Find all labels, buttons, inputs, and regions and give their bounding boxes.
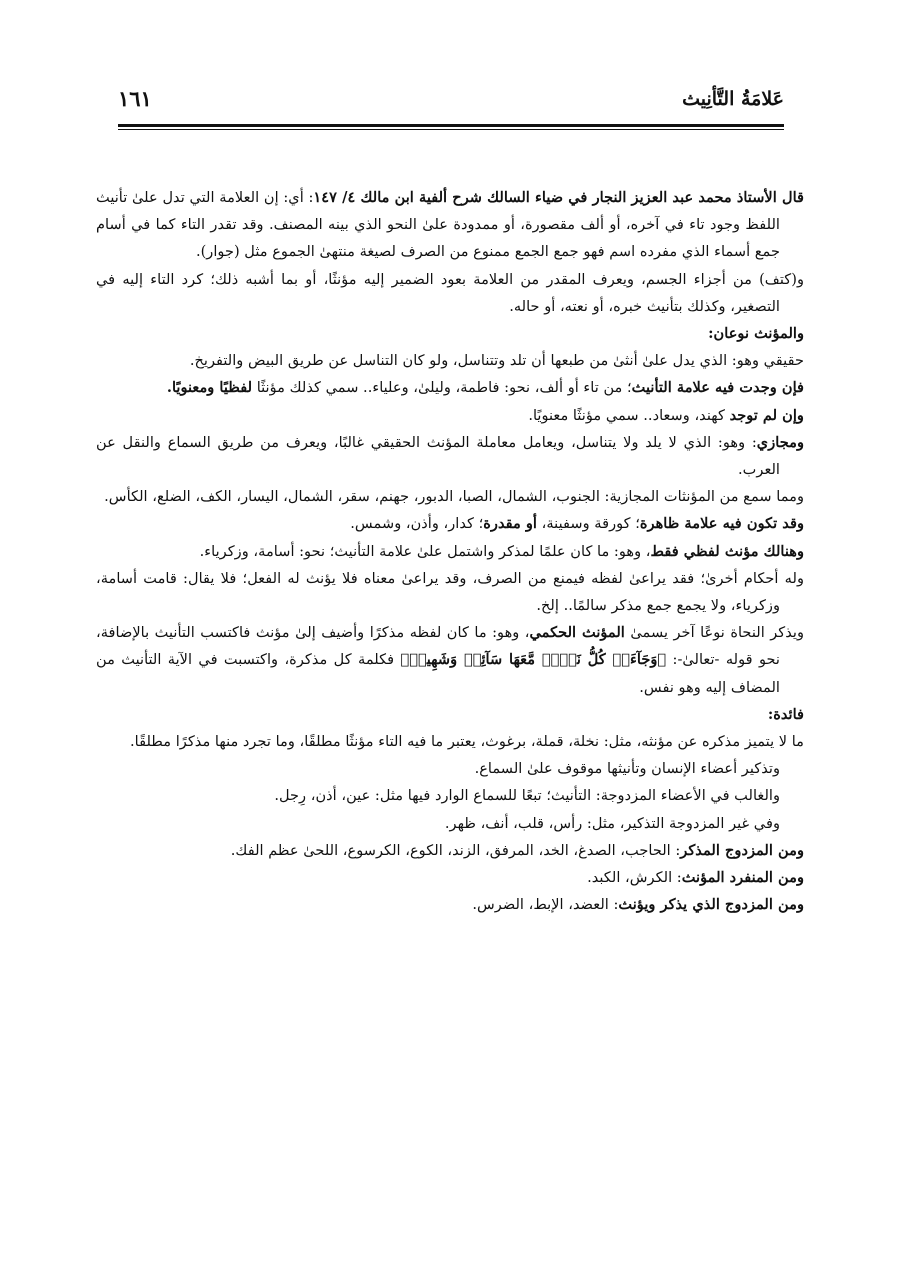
header-rule-thin bbox=[118, 129, 784, 130]
paragraph-other-rules: وله أحكام أخرىٰ؛ فقد يراعىٰ لفظه فيمنع من الصرف، وقد يراعىٰ معناه فلا يؤنث له الفعل؛ فلا يقال: قامت أسامة، وزكرياء، ولا يجمع جمع مذكر سالمًا.. إلخ. bbox=[96, 569, 804, 615]
paragraph-kataf: و(كتف) من أجزاء الجسم، ويعرف المقدر من العلامة بعود الضمير إليه مؤنثًا، أو بما أشبه ذلك؛ كرد التاء إليه في التصغير، وكذلك بتأنيث خبره، أو نعته، أو حاله. bbox=[96, 270, 804, 315]
paragraph-single-fem: ومن المنفرد المؤنث: الكرش، الكبد. bbox=[587, 869, 804, 887]
paragraph-paired-masc: ومن المزدوج المذكر: الحاجب، الصدغ، الخد، المرفق، الزند، الكوع، الكرسوع، اللحىٰ عظم الفك. bbox=[230, 841, 804, 859]
paragraph-source: قال الأستاذ محمد عبد العزيز النجار في ضياء السالك شرح ألفية ابن مالك ٤/ ١٤٧: أي: إن العلامة التي تدل علىٰ تأنيث اللفظ وجود تاء في آخره، أو ألف مقصورة، أو ممدودة علىٰ النحو الذي بينه المصنف. وقد تقدر التاء كما في أسام جمع أسماء الذي مفرده اسم فهو جمع الجمع ممنوع من الصرف لصيغة منتهىٰ الجموع مثل (جوار). bbox=[96, 189, 804, 261]
paragraph-indistinct: ما لا يتميز مذكره عن مؤنثه، مثل: نخلة، قملة، برغوث، يعتبر ما فيه التاء مؤنثًا مطلقًا، وما تجرد منها مذكرًا مطلقًا. bbox=[130, 733, 804, 751]
paragraph-sign-not-found: وإن لم توجد كهند، وسعاد.. سمي مؤنثًا معنويًا. bbox=[528, 406, 804, 424]
running-title: عَلامَةُ التَّأنِيث bbox=[682, 88, 784, 110]
paragraph-verbal-only: وهنالك مؤنث لفظي فقط، وهو: ما كان علمًا لمذكر واشتمل علىٰ علامة التأنيث؛ نحو: أسامة، وزكرياء. bbox=[199, 542, 804, 560]
paragraph-figurative: ومجازي: وهو: الذي لا يلد ولا يتناسل، ويعامل معاملة المؤنث الحقيقي غالبًا، ويعرف من طريق السماع والنقل عن العرب. bbox=[96, 433, 804, 479]
quran-verse: ﴿وَجَآءَتۡ كُلُّ نَفۡسٖ مَّعَهَا سَآئِقٞ وَشَهِيدٞ﴾ bbox=[400, 651, 667, 669]
paragraph-sign-found: فإن وجدت فيه علامة التأنيث؛ من تاء أو ألف، نحو: فاطمة، وليلىٰ، وعلياء.. سمي كذلك مؤنثًا لفظيًا ومعنويًا. bbox=[166, 379, 804, 397]
heading-benefit: فائدة: bbox=[767, 705, 804, 723]
paragraph-paired-both: ومن المزدوج الذي يذكر ويؤنث: العضد، الإبط، الضرس. bbox=[472, 896, 804, 914]
paragraph-hukmi: ويذكر النحاة نوعًا آخر يسمىٰ المؤنث الحكمي، وهو: ما كان لفظه مذكرًا وأضيف إلىٰ مؤنث فاكتسب التأنيث بالإضافة، نحو قوله -تعالىٰ-: ﴿وَجَآءَتۡ كُلُّ نَفۡسٖ مَّعَهَا سَآئِقٞ وَشَهِيدٞ﴾ فكلمة كل مذكرة، واكتسبت في الآية التأنيث من المضاف إليه وهو نفس. bbox=[96, 624, 804, 696]
page-number: ١٦١ bbox=[118, 86, 152, 111]
heading-two-types: والمؤنث نوعان: bbox=[708, 325, 804, 343]
header-rule-thick bbox=[118, 124, 784, 127]
body-text bbox=[96, 184, 804, 918]
paragraph-paired: والغالب في الأعضاء المزدوجة: التأنيث؛ تبعًا للسماع الوارد فيها مثل: عين، أذن، رِجل. bbox=[274, 787, 780, 805]
paragraph-heard-list: ومما سمع من المؤنثات المجازية: الجنوب، الشمال، الصبا، الدبور، جهنم، سقر، الشمال، اليسار، الكف، الضلع، الكأس. bbox=[104, 488, 804, 506]
paragraph-body-parts: وتذكير أعضاء الإنسان وتأنيثها موقوف علىٰ السماع. bbox=[474, 760, 780, 778]
paragraph-visible-sign: وقد تكون فيه علامة ظاهرة؛ كورقة وسفينة، أو مقدرة؛ كدار، وأذن، وشمس. bbox=[350, 515, 804, 533]
paragraph-unpaired: وفي غير المزدوجة التذكير، مثل: رأس، قلب، أنف، ظهر. bbox=[444, 814, 780, 832]
paragraph-real: حقيقي وهو: الذي يدل علىٰ أنثىٰ من طبعها أن تلد وتتناسل، ولو كان التناسل عن طريق البيض والتفريخ. bbox=[189, 352, 804, 370]
page-header bbox=[118, 84, 784, 120]
